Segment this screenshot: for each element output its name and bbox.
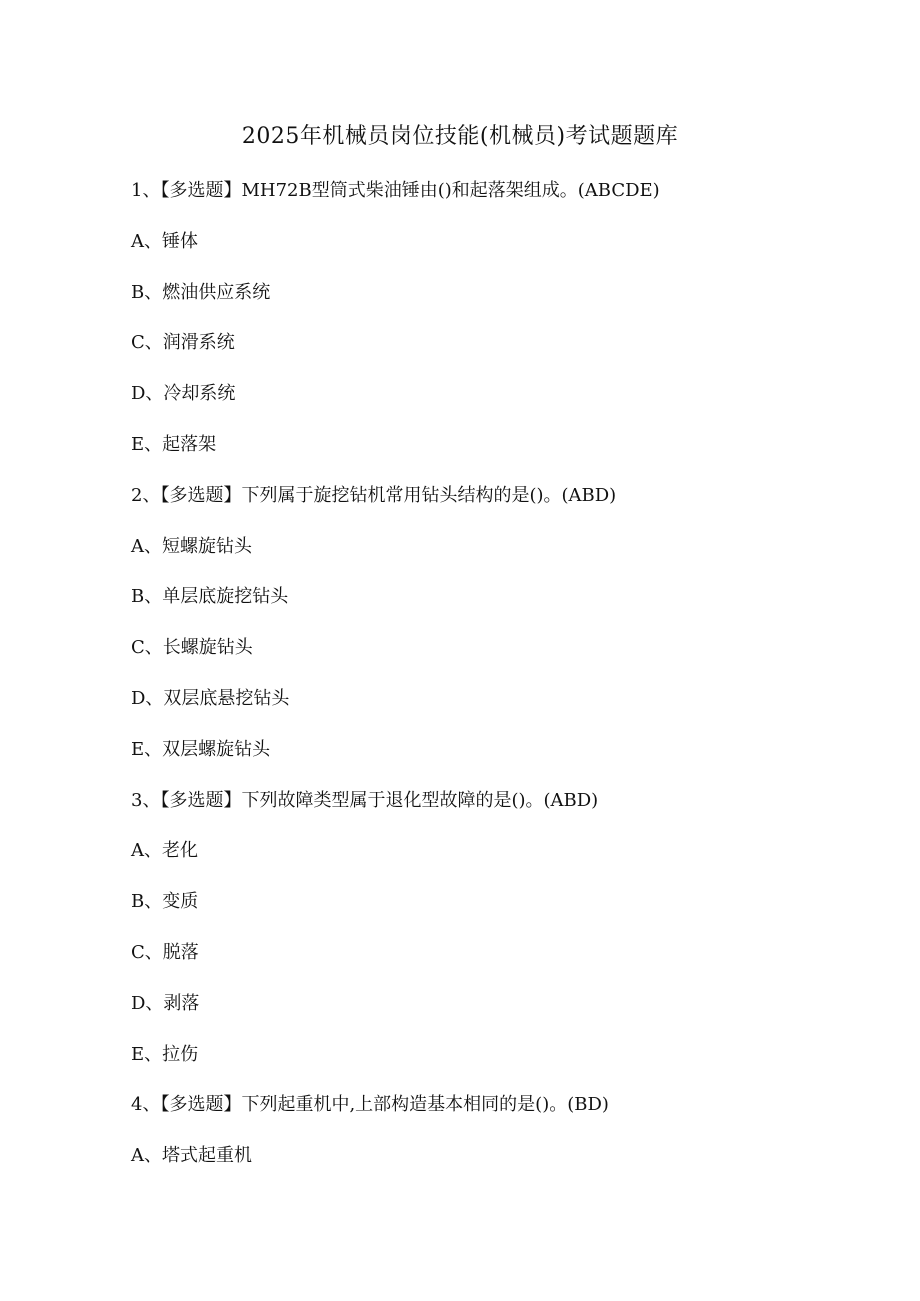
- question-3-option-b: B、变质: [131, 891, 199, 913]
- question-2-option-e: E、双层螺旋钻头: [131, 738, 271, 760]
- question-3-text: 3、【多选题】下列故障类型属于退化型故障的是()。(ABD): [131, 789, 599, 811]
- question-list: [131, 176, 891, 1192]
- question-1-option-b: B、燃油供应系统: [131, 281, 271, 303]
- question-2-option-c: C、长螺旋钻头: [131, 637, 253, 659]
- question-1-option-a: A、锤体: [131, 230, 198, 252]
- question-4-option-a: A、塔式起重机: [131, 1145, 252, 1167]
- question-2-option-b: B、单层底旋挖钻头: [131, 586, 289, 608]
- question-3-option-d: D、剥落: [131, 992, 200, 1014]
- question-2-text: 2、【多选题】下列属于旋挖钻机常用钻头结构的是()。(ABD): [131, 484, 617, 506]
- question-3-option-a: A、老化: [131, 840, 198, 862]
- question-3-option-c: C、脱落: [131, 941, 199, 963]
- question-4-text: 4、【多选题】下列起重机中,上部构造基本相同的是()。(BD): [131, 1094, 609, 1116]
- question-1-option-c: C、润滑系统: [131, 332, 235, 354]
- question-1-option-d: D、冷却系统: [131, 383, 236, 405]
- question-2-option-a: A、短螺旋钻头: [131, 535, 252, 557]
- question-1-text: 1、【多选题】MH72B型筒式柴油锤由()和起落架组成。(ABCDE): [131, 180, 660, 201]
- question-3-option-e: E、拉伤: [131, 1043, 199, 1065]
- question-2-option-d: D、双层底悬挖钻头: [131, 687, 290, 709]
- question-1-option-e: E、起落架: [131, 433, 217, 455]
- document-title: 2025年机械员岗位技能(机械员)考试题题库: [241, 124, 679, 149]
